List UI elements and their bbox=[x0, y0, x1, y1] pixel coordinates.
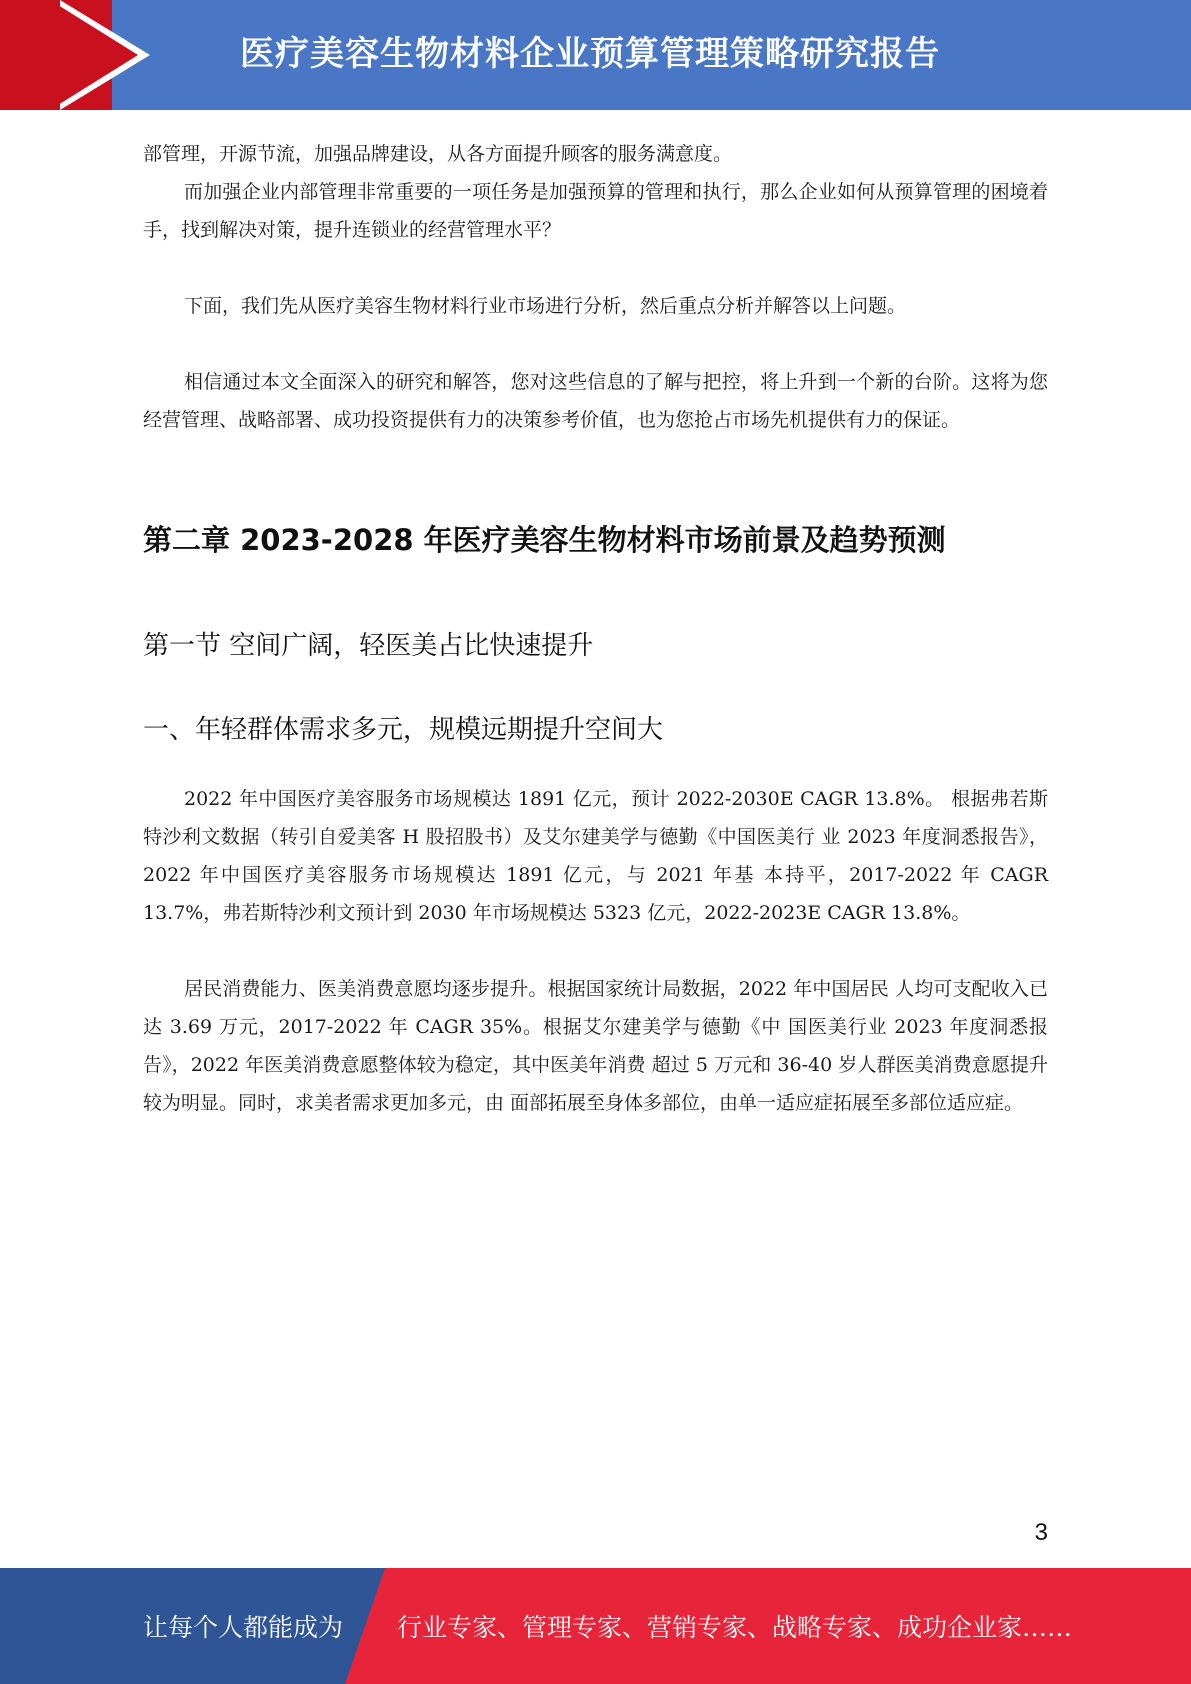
footer-slogan-right: 行业专家、管理专家、营销专家、战略专家、成功企业家…… bbox=[397, 1613, 1073, 1642]
body-text bbox=[143, 780, 1048, 1122]
section-heading: 第一节 空间广阔，轻医美占比快速提升 bbox=[143, 631, 594, 661]
subsection-heading: 一、年轻群体需求多元，规模远期提升空间大 bbox=[143, 715, 664, 745]
footer-slogan-left: 让每个人都能成为 bbox=[143, 1613, 344, 1642]
page-header bbox=[0, 0, 1191, 110]
intro-paragraph-1: 部管理，开源节流，加强品牌建设，从各方面提升顾客的服务满意度。 bbox=[143, 143, 733, 165]
chapter-heading: 第二章 2023-2028 年医疗美容生物材料市场前景及趋势预测 bbox=[143, 523, 946, 557]
body-paragraph-2: 居民消费能力、医美消费意愿均逐步提升。根据国家统计局数据，2022 年中国居民 人均可支配收入已达 3.69 万元，2017-2022 年 CAGR 35%。根据艾尔建美学与德勤《中 国医美行业 2023 年度洞悉报告》，2022 年医美消费意愿整体较为稳定，其中医美年消费 超过 5 万元和 36-40 岁人群医美消费意愿提升较为明显。同时，求美者需求更加多元，由 面部拓展至身体多部位，由单一适应症拓展至多部位适应症。 bbox=[143, 978, 1048, 1114]
header-arrow-icon bbox=[50, 0, 138, 110]
page-number: 3 bbox=[1034, 1519, 1048, 1546]
footer-blue-slant bbox=[345, 1568, 385, 1684]
intro-paragraph-4: 相信通过本文全面深入的研究和解答，您对这些信息的了解与把控，将上升到一个新的台阶。这将为您经营管理、战略部署、成功投资提供有力的决策参考价值，也为您抢占市场先机提供有力的保证。 bbox=[143, 371, 1048, 431]
intro-paragraph-2: 而加强企业内部管理非常重要的一项任务是加强预算的管理和执行，那么企业如何从预算管理的困境着手，找到解决对策，提升连锁业的经营管理水平？ bbox=[143, 181, 1048, 241]
report-title: 医疗美容生物材料企业预算管理策略研究报告 bbox=[240, 34, 940, 74]
intro-text bbox=[143, 135, 1048, 439]
intro-paragraph-3: 下面，我们先从医疗美容生物材料行业市场进行分析，然后重点分析并解答以上问题。 bbox=[184, 295, 907, 317]
body-paragraph-1: 2022 年中国医疗美容服务市场规模达 1891 亿元，预计 2022-2030E CAGR 13.8%。 根据弗若斯特沙利文数据（转引自爱美客 H 股招股书）及艾尔建美学与德勤《中国医美行 业 2023 年度洞悉报告》，2022 年中国医疗美容服务市场规模达 1891 亿元，与 2021 年基 本持平，2017-2022 年 CAGR 13.7%，弗若斯特沙利文预计到 2030 年市场规模达 5323 亿元，2022-2023E CAGR 13.8%。 bbox=[143, 788, 1048, 924]
page-footer bbox=[0, 1568, 1191, 1684]
